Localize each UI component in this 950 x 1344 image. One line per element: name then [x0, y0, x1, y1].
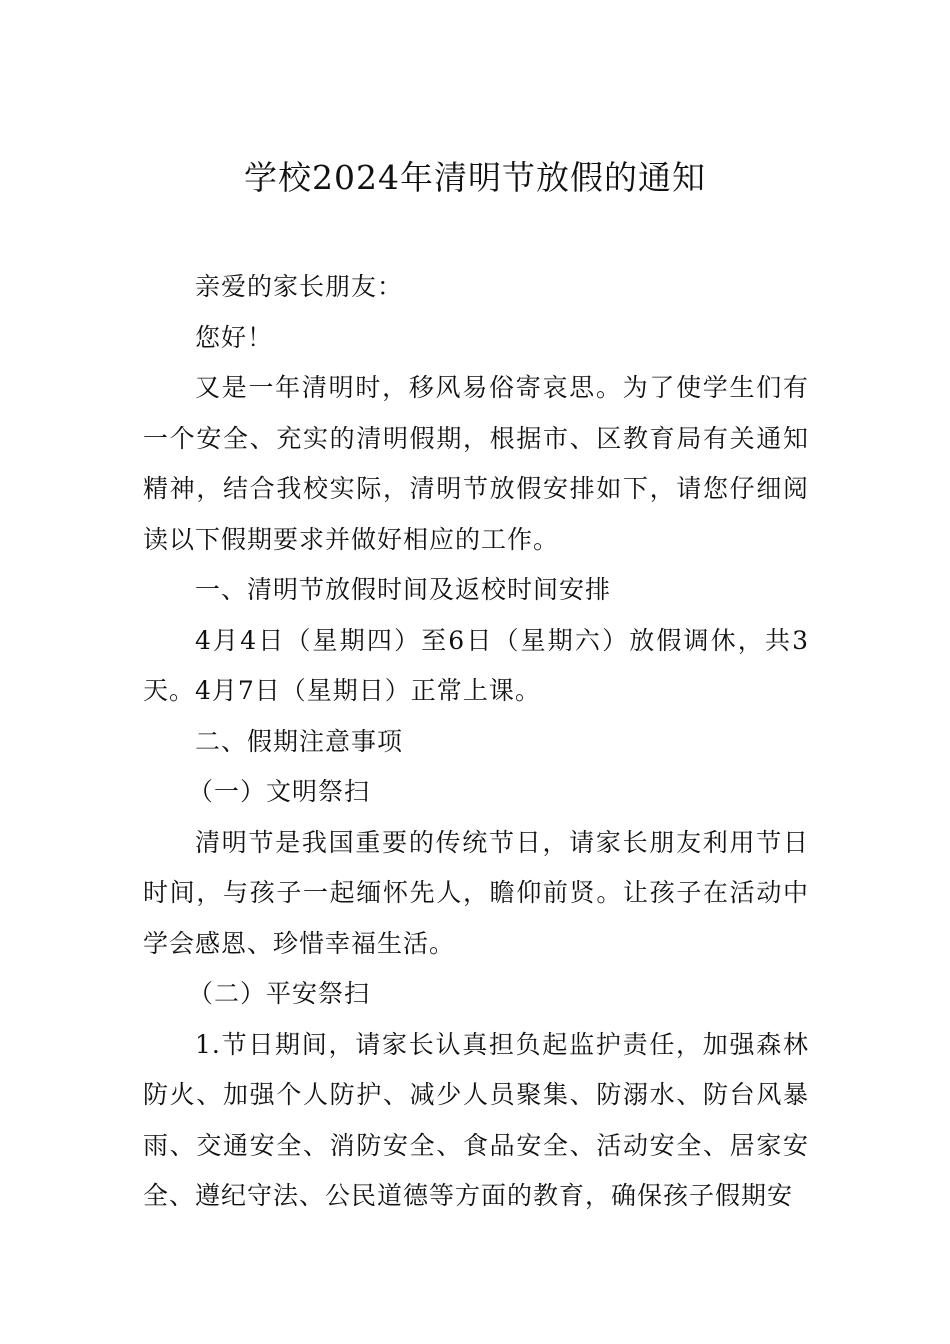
greeting-line: 亲爱的家长朋友： [195, 272, 404, 301]
document-title: 学校2024年清明节放假的通知 [244, 158, 706, 197]
subsection-heading-2: （二）平安祭扫 [188, 979, 371, 1008]
intro-paragraph: 又是一年清明时，移风易俗寄哀思。为了使学生们有一个安全、充实的清明假期，根据市、区教育局有关通知精神，结合我校实际，清明节放假安排如下，请您仔细阅读以下假期要求并做好相应的工作。 [143, 373, 809, 554]
document-body [143, 262, 809, 1222]
subsection-heading-1: （一）文明祭扫 [188, 777, 371, 806]
salutation-line: 您好！ [195, 322, 274, 352]
section-heading-1: 一、清明节放假时间及返校时间安排 [195, 575, 612, 604]
section-heading-2: 二、假期注意事项 [195, 726, 404, 756]
safety-paragraph: 1.节日期间，请家长认真担负起监护责任，加强森林防火、加强个人防护、减少人员聚集、防溺水、防台风暴雨、交通安全、消防安全、食品安全、活动安全、居家安全、遵纪守法、公民道德等方面的教育，确保孩子假期安 [143, 1029, 809, 1210]
civilized-tomb-sweeping-paragraph: 清明节是我国重要的传统节日，请家长朋友利用节日时间，与孩子一起缅怀先人，瞻仰前贤。让孩子在活动中学会感恩、珍惜幸福生活。 [143, 827, 809, 958]
schedule-paragraph: 4月4日（星期四）至6日（星期六）放假调休，共3天。4月7日（星期日）正常上课。 [143, 625, 809, 705]
